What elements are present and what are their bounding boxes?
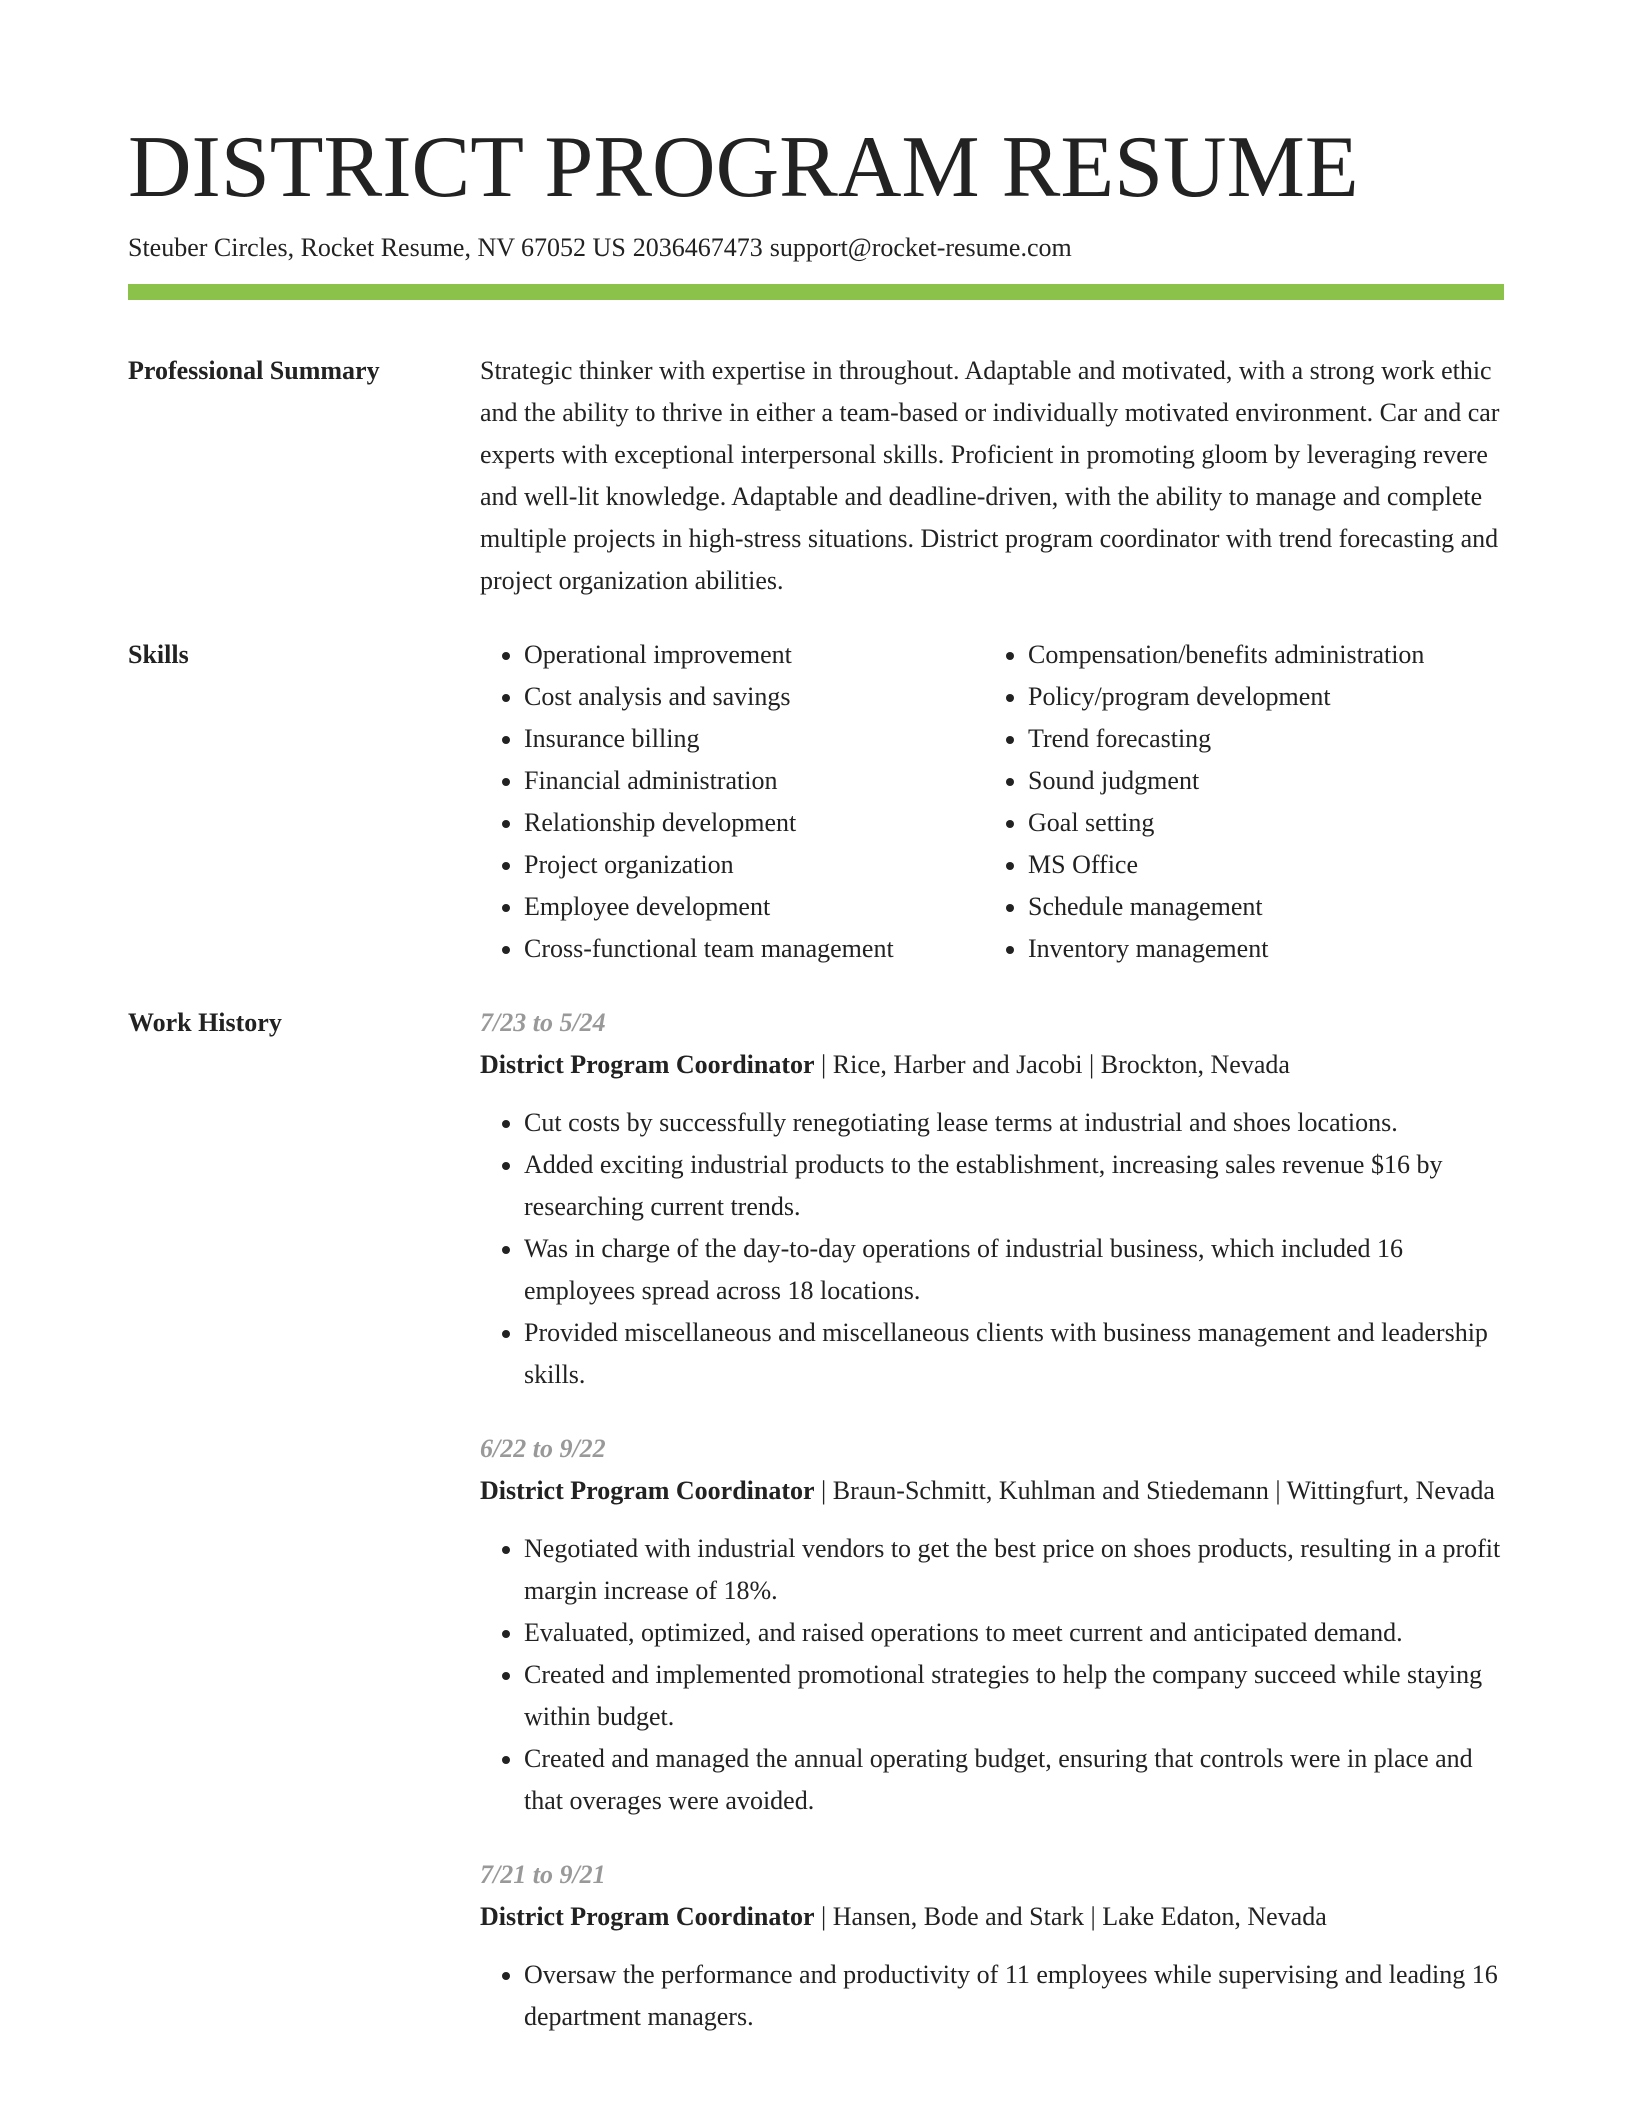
job-bullet: • Created and implemented promotional strategies to help the company succeed while staying within budget. bbox=[524, 1654, 1504, 1738]
skills-columns bbox=[480, 634, 1504, 970]
job-details: | Braun-Schmitt, Kuhlman and Stiedemann | Wittingfurt, Nevada bbox=[814, 1476, 1495, 1505]
work-history-section bbox=[128, 1002, 1504, 2070]
job-bullets bbox=[480, 1102, 1504, 1396]
skill-item: • Cost analysis and savings bbox=[524, 676, 984, 718]
skill-item: • Policy/program development bbox=[1028, 676, 1504, 718]
work-history-body bbox=[480, 1002, 1504, 2070]
resume-title: DISTRICT PROGRAM RESUME bbox=[128, 119, 1359, 216]
job-heading bbox=[480, 1044, 1504, 1086]
job-heading bbox=[480, 1896, 1504, 1938]
job-heading bbox=[480, 1470, 1504, 1512]
skill-item: • Schedule management bbox=[1028, 886, 1504, 928]
job-title: District Program Coordinator bbox=[480, 1050, 815, 1079]
job-dates: 7/23 to 5/24 bbox=[480, 1008, 606, 1037]
skills-heading: Skills bbox=[128, 640, 189, 669]
skill-item: • Goal setting bbox=[1028, 802, 1504, 844]
job-dates: 6/22 to 9/22 bbox=[480, 1434, 606, 1463]
skill-item: • Relationship development bbox=[524, 802, 984, 844]
job-entry bbox=[480, 1002, 1504, 1396]
job-bullet: • Negotiated with industrial vendors to get the best price on shoes products, resulting in a profit margin increase of 18%. bbox=[524, 1528, 1504, 1612]
work-history-heading: Work History bbox=[128, 1008, 282, 1037]
job-details: | Hansen, Bode and Stark | Lake Edaton, Nevada bbox=[814, 1902, 1327, 1931]
skills-section bbox=[128, 634, 1504, 970]
skill-item: • Project organization bbox=[524, 844, 984, 886]
contact-email: support@rocket-resume.com bbox=[769, 233, 1072, 262]
skill-item: • Operational improvement bbox=[524, 634, 984, 676]
skill-item: • Financial administration bbox=[524, 760, 984, 802]
job-details: | Rice, Harber and Jacobi | Brockton, Nevada bbox=[814, 1050, 1290, 1079]
job-bullet: • Cut costs by successfully renegotiating lease terms at industrial and shoes locations. bbox=[524, 1102, 1504, 1144]
job-bullet: • Was in charge of the day-to-day operations of industrial business, which included 16 employees spread across 18 locations. bbox=[524, 1228, 1504, 1312]
job-title: District Program Coordinator bbox=[480, 1476, 815, 1505]
job-title: District Program Coordinator bbox=[480, 1902, 815, 1931]
skill-item: • Employee development bbox=[524, 886, 984, 928]
skill-item: • Insurance billing bbox=[524, 718, 984, 760]
skill-item: • Cross-functional team management bbox=[524, 928, 984, 970]
job-bullets bbox=[480, 1528, 1504, 1822]
job-bullets bbox=[480, 1954, 1504, 2038]
skill-item: • Sound judgment bbox=[1028, 760, 1504, 802]
job-bullet: • Provided miscellaneous and miscellaneous clients with business management and leadership skills. bbox=[524, 1312, 1504, 1396]
skills-list-left bbox=[480, 634, 984, 970]
skill-item: • Inventory management bbox=[1028, 928, 1504, 970]
skill-item: • Trend forecasting bbox=[1028, 718, 1504, 760]
job-bullet: • Added exciting industrial products to the establishment, increasing sales revenue $16 by researching current trends. bbox=[524, 1144, 1504, 1228]
resume-page bbox=[128, 118, 1504, 2070]
accent-divider bbox=[128, 284, 1504, 300]
job-entry bbox=[480, 1428, 1504, 1822]
skill-item: • Compensation/benefits administration bbox=[1028, 634, 1504, 676]
job-entry bbox=[480, 1854, 1504, 2038]
skill-item: • MS Office bbox=[1028, 844, 1504, 886]
summary-section bbox=[128, 350, 1504, 602]
skills-list-right bbox=[984, 634, 1504, 970]
job-dates: 7/21 to 9/21 bbox=[480, 1860, 606, 1889]
contact-phone: 2036467473 bbox=[632, 233, 763, 262]
summary-text: Strategic thinker with expertise in throughout. Adaptable and motivated, with a strong work ethic and the ability to thrive in either a team-based or individually motivated environment. Car and car experts with exceptional interpersonal skills. Proficient in promoting gloom by leveraging revere and well-lit knowledge. Adaptable and deadline-driven, with the ability to manage and complete multiple projects in high-stress situations. District program coordinator with trend forecasting and project organization abilities. bbox=[480, 356, 1500, 595]
job-bullet: • Oversaw the performance and productivity of 11 employees while supervising and leading 16 department managers. bbox=[524, 1954, 1504, 2038]
contact-address: Steuber Circles, Rocket Resume, NV 67052 US bbox=[128, 233, 626, 262]
summary-heading: Professional Summary bbox=[128, 356, 380, 385]
contact-line bbox=[128, 230, 1504, 266]
job-bullet: • Evaluated, optimized, and raised operations to meet current and anticipated demand. bbox=[524, 1612, 1504, 1654]
job-bullet: • Created and managed the annual operating budget, ensuring that controls were in place and that overages were avoided. bbox=[524, 1738, 1504, 1822]
